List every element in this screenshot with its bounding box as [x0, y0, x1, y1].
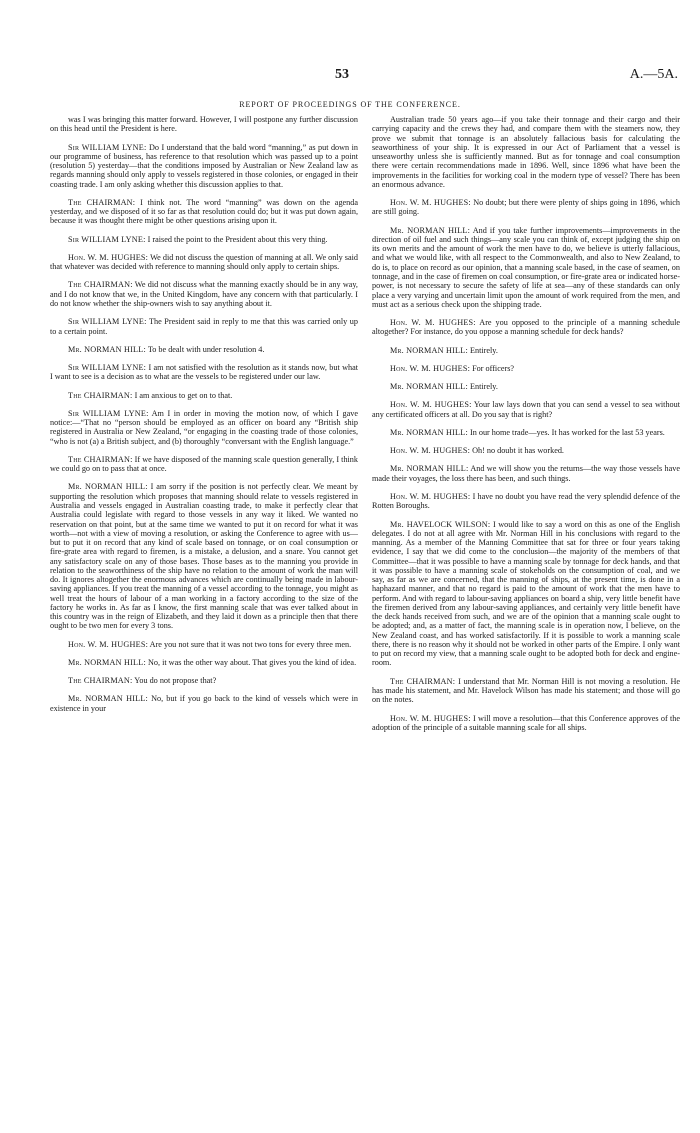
speaker-name: Mr. NORMAN HILL:	[68, 657, 146, 667]
paragraph-text: Entirely.	[469, 382, 498, 392]
speaker-name: Mr. NORMAN HILL:	[390, 427, 468, 437]
paragraph	[50, 363, 358, 382]
paragraph	[372, 492, 680, 511]
paragraph-text: For officers?	[472, 363, 515, 373]
speaker-name: Mr. NORMAN HILL:	[390, 225, 471, 235]
paragraph	[50, 235, 358, 244]
paragraph-text: I think not. The word “manning” was down on the agenda yesterday, and we disposed of it so far as that resolution could do; but it was put down again, because it was thought there might be other questions arising upon it.	[50, 197, 358, 226]
paragraph-text: We did not discuss what the manning exactly should be in any way, and I do not know that we, in the United Kingdom, have any concern with that particularly. I do not know whether the ship-owners wish to say anything about it.	[50, 280, 358, 308]
speaker-name: The CHAIRMAN:	[68, 676, 133, 686]
right-column	[372, 115, 680, 741]
paragraph	[50, 143, 358, 189]
paragraph	[50, 694, 358, 713]
paragraph	[372, 446, 680, 455]
speaker-name: Sir WILLIAM LYNE:	[68, 234, 146, 244]
speaker-name: Sir WILLIAM LYNE:	[68, 408, 149, 418]
text-columns	[50, 115, 680, 741]
speaker-name: Mr. NORMAN HILL:	[390, 382, 468, 392]
paragraph	[372, 400, 680, 419]
paragraph	[372, 428, 680, 437]
speaker-name: Mr. NORMAN HILL:	[390, 464, 469, 474]
paragraph	[50, 391, 358, 400]
paragraph	[50, 317, 358, 336]
paragraph-text: Are you opposed to the principle of a manning schedule altogether? For instance, do you oppose a manning schedule for deck hands?	[372, 318, 680, 337]
paragraph-text: I am sorry if the position is not perfectly clear. We meant by supporting the resolution which proposes that manning should relate to vessels registered in Australia and vessels engaged in Australian coasting trade, to make it perfectly clear that Australia could legislate with regard to those vessels in any way it liked. We wanted no reservation on that point, but at the same time we wanted to put it on record for what it was worth—not with a view of moving a resolution, or asking the Conference to agree with us—but to put it on record that any kind of scale based on tonnage, or on coal consumption or fire-grate area with regard to firemen, is a mistake, a delusion, and a snare. You cannot get any satisfactory scale on any of those bases. Those bases as to the manning you provide in relation to the seaworthiness of the ship have no relation to the amount of work the man will do. It ignores altogether the enormous advances which are continually being made in labour-saving appliances. If you treat the manning of a vessel according to the tonnage, you might as well treat the hours of labour of a man working in a factory according to the size of the factory he works in. As far as I know, the first manning scale that was ever talked about in this country was in the reign of Elizabeth, and they laid it down as a principle then that there ought to be two men for every 3 tons.	[50, 482, 358, 631]
speaker-name: Hon. W. M. HUGHES:	[68, 639, 149, 649]
speaker-name: Mr. NORMAN HILL:	[68, 482, 148, 492]
paragraph-text: I understand that Mr. Norman Hill is not moving a resolution. He has made his statement, and Mr. Havelock Wilson has made his statement; and those will go on the notes.	[372, 676, 680, 705]
speaker-name: Hon. W. M. HUGHES:	[390, 318, 476, 328]
paragraph-text: To be dealt with under resolution 4.	[147, 344, 265, 354]
paragraph	[372, 464, 680, 483]
paragraph	[50, 280, 358, 308]
page-number: 53	[335, 67, 349, 82]
speaker-name: The CHAIRMAN:	[68, 280, 133, 290]
paragraph	[372, 346, 680, 355]
paragraph-text: And if you take further improvements—improvements in the direction of oil fuel and such things—any scale you can think of, except judging the ship on its own merits and the amount of work the men have to do, we believe is utterly fallacious, and what we would like, with all respect to the Commonwealth, and also to New Zealand, to do is, to place on record as our opinion, that a manning scale based, in the case of seamen, on tonnage, and in the case of firemen on coal consumption, or fire-grate area or indicated horse-power, is not necessary to secure the safety of life at sea—any of these standards can only place a very varying and uncertain limit upon the amount of work required from the men, and must act as a serious check upon the shipping trade.	[372, 225, 680, 309]
paragraph	[50, 198, 358, 226]
paragraph	[372, 364, 680, 373]
speaker-name: Sir WILLIAM LYNE:	[68, 317, 147, 327]
paragraph-text: No, but if you go back to the kind of vessels which were in existence in your	[50, 694, 358, 713]
paragraph-text: Oh! no doubt it has worked.	[472, 446, 564, 456]
paragraph	[50, 345, 358, 354]
speaker-name: Hon. W. M. HUGHES:	[390, 713, 471, 723]
paragraph	[372, 226, 680, 309]
paragraph	[372, 382, 680, 391]
paragraph-text: I have no doubt you have read the very splendid defence of the Rotten Boroughs.	[372, 491, 680, 511]
speaker-name: Hon. W. M. HUGHES:	[390, 400, 472, 410]
paragraph-text: And we will show you the returns—the way those vessels have made their voyages, the loss there has been, and such things.	[372, 464, 680, 483]
paragraph-text: was I was bringing this matter forward. However, I will postpone any further discussion on this head until the President is here.	[50, 115, 358, 134]
paragraph-text: No, it was the other way about. That gives you the kind of idea.	[147, 657, 357, 667]
paragraph-text: In our home trade—yes. It has worked for the last 53 years.	[469, 427, 665, 437]
paragraph	[50, 253, 358, 272]
paragraph	[372, 198, 680, 217]
paragraph-text: You do not propose that?	[134, 676, 217, 686]
speaker-name: Hon. W. M. HUGHES:	[390, 446, 471, 456]
speaker-name: Hon. W. M. HUGHES:	[390, 491, 471, 501]
paragraph-text: Do I understand that the bald word “manning,” as put down in our programme of business, has reference to that resolution which was passed up to a point (resolution 5) yesterday—that the conditions imposed by Australian or New Zealand law as regards manning should only apply to vessels registered in those colonies, or engaged in their coasting trade. I am only asking whether this discussion applies to that.	[50, 142, 359, 189]
paragraph	[372, 714, 680, 733]
speaker-name: The CHAIRMAN:	[68, 454, 133, 464]
speaker-name: Hon. W. M. HUGHES:	[68, 252, 149, 262]
paragraph	[50, 409, 358, 446]
paragraph	[372, 115, 680, 189]
speaker-name: Mr. NORMAN HILL:	[390, 345, 468, 355]
speaker-name: The CHAIRMAN:	[68, 390, 133, 400]
paragraph	[50, 482, 358, 630]
paragraph	[50, 455, 358, 474]
paragraph-text: Your law lays down that you can send a vessel to sea without any certificated officers at all. Do you say that is right?	[372, 400, 680, 419]
speaker-name: The CHAIRMAN:	[68, 197, 136, 207]
paragraph-text: We did not discuss the question of manning at all. We only said that whatever was decided with reference to manning should only apply to certain ships.	[50, 252, 358, 272]
paragraph-text: If we have disposed of the manning scale question generally, I think we could go on to pass that at once.	[50, 454, 358, 474]
paragraph-text: No doubt; but there were plenty of ships going in 1896, which are still going.	[372, 198, 681, 217]
speaker-name: Sir WILLIAM LYNE:	[68, 363, 147, 373]
running-head: REPORT OF PROCEEDINGS OF THE CONFERENCE.	[239, 100, 461, 109]
speaker-name: Mr. NORMAN HILL:	[68, 344, 146, 354]
paragraph	[372, 318, 680, 337]
left-column	[50, 115, 358, 741]
paragraph-text: Are you not sure that it was not two tons for every three men.	[149, 639, 352, 649]
speaker-name: Hon. W. M. HUGHES:	[390, 363, 471, 373]
paragraph	[50, 676, 358, 685]
paragraph	[372, 677, 680, 705]
paragraph	[372, 520, 680, 668]
paragraph-text: Am I in order in moving the motion now, of which I gave notice:—“That no “person should be employed as an officer on board any “British ship registered in Australia or New Zealand, “or engaging in the coasting trade of those colonies, “who is not (a) a British subject, and (b) thoroughly “conversant with the English language.”	[50, 408, 358, 446]
speaker-name: Mr. NORMAN HILL:	[68, 694, 149, 704]
speaker-name: The CHAIRMAN:	[390, 676, 456, 686]
paragraph-text: Entirely.	[469, 345, 498, 355]
paragraph-text: I would like to say a word on this as one of the English delegates. I do not at all agree with Mr. Norman Hill in his conclusions with regard to the manning. As a member of the Manning Committee that sat for three or four years taking evidence, I say that we did come to the conclusion—the majority of the members of that Committee—that it was possible to have a manning scale by tonnage for deck hands, and that it was possible to have a manning scale of stokeholds on the consumption of coal, and we say, as far as we are concerned, that the manning of ships, at the present time, is done in a haphazard manner, and that no regard is paid to the amount of work that the men have to perform. And with regard to labour-saving appliances on board a ship, very little benefit have the firemen derived from any labour-saving appliances, and certainly very little benefit have the deck hands received from such, and we are of the opinion that a manning scale ought to be adopted; and, as a matter of fact, the manning scale is in operation now, I believe, on the New Zealand coast, and has worked satisfactorily. If it is possible to work a manning scale there, there is no reason why it should not be worked in other parts of the Empire. I only want to put on record my view, that a manning scale ought to be adopted both for deck and engine-room.	[372, 519, 681, 668]
paragraph-text: I am not satisfied with the resolution as it stands now, but what I want to see is a decision as to what are the vessels to be registered under our law.	[50, 363, 358, 382]
paragraph-text: The President said in reply to me that this was carried only up to a certain point.	[50, 317, 358, 336]
paragraph	[50, 658, 358, 667]
paragraph-text: I raised the point to the President about this very thing.	[147, 234, 328, 244]
paragraph-text: I am anxious to get on to that.	[134, 390, 233, 400]
paragraph-text: Australian trade 50 years ago—if you take their tonnage and their cargo and their carrying capacity and the crews they had, and compare them with the steamers now, they prove we submit that tonnage is an absolutely fallacious basis for calculating the seaworthiness of your ship. It is expressed in our Act of Parliament that a vessel is unseaworthy unless she is sufficiently manned. But as for tonnage and coal consumption there were certain recommendations made in 1896. Well, since 1896 what have been the improvements in the facilities for working coal in the modern type of vessel? There has been an enormous advance.	[372, 115, 680, 189]
paragraph-text: I will move a resolution—that this Conference approves of the adoption of the principle of a suitable manning scale for all ships.	[372, 713, 680, 732]
paragraph	[50, 640, 358, 649]
paragraph	[50, 115, 358, 134]
speaker-name: Mr. HAVELOCK WILSON:	[390, 519, 491, 529]
document-reference: A.—5A.	[629, 67, 678, 82]
speaker-name: Sir WILLIAM LYNE:	[68, 142, 147, 152]
speaker-name: Hon. W. M. HUGHES:	[390, 198, 471, 208]
